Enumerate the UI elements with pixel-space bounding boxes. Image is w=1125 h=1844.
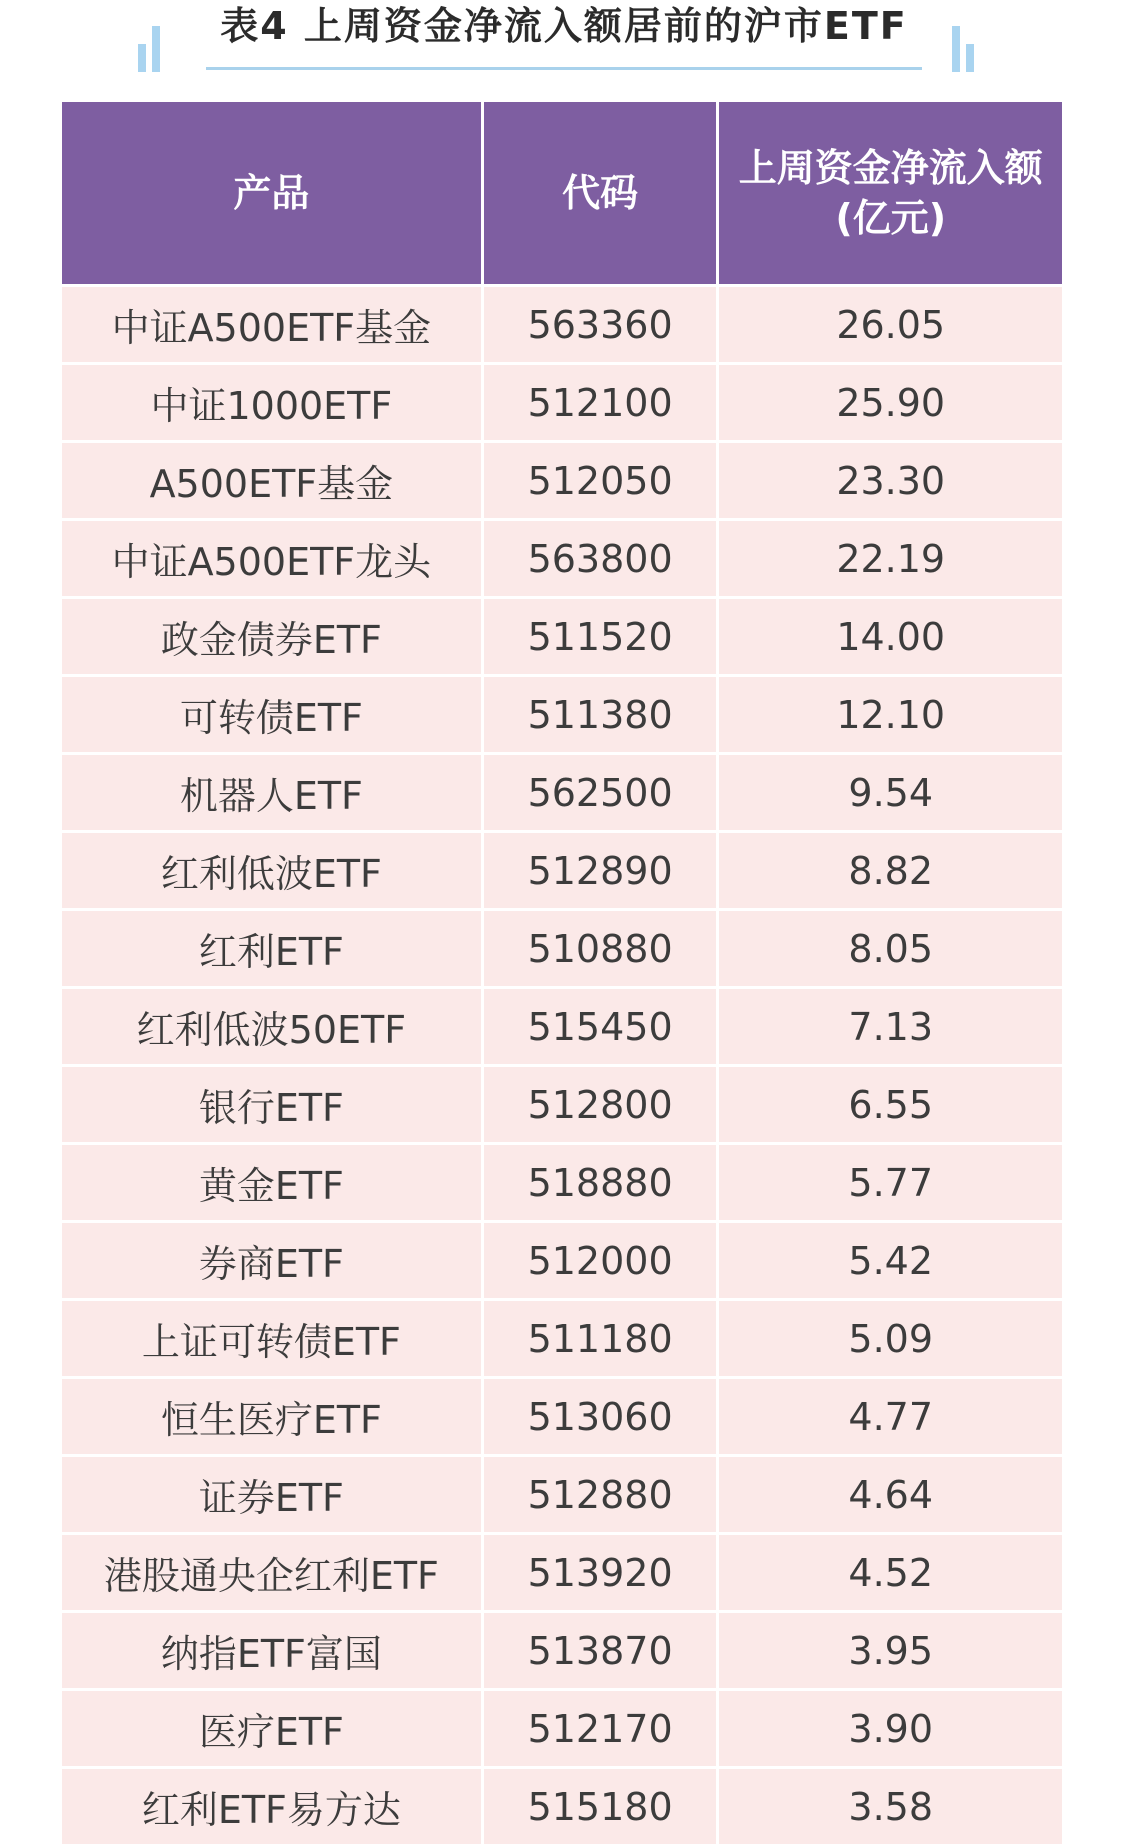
product-cell: 医疗ETF bbox=[62, 1688, 484, 1766]
table-row bbox=[62, 752, 1062, 830]
net-inflow-cell: 8.82 bbox=[719, 830, 1062, 908]
code-cell: 511520 bbox=[484, 596, 720, 674]
product-cell: 上证可转债ETF bbox=[62, 1298, 484, 1376]
table-row bbox=[62, 362, 1062, 440]
column-header-net-inflow bbox=[719, 102, 1062, 284]
code-cell: 511380 bbox=[484, 674, 720, 752]
table-row bbox=[62, 596, 1062, 674]
net-inflow-cell: 4.64 bbox=[719, 1454, 1062, 1532]
net-inflow-cell: 5.42 bbox=[719, 1220, 1062, 1298]
code-cell: 511180 bbox=[484, 1298, 720, 1376]
product-cell: 红利低波ETF bbox=[62, 830, 484, 908]
code-cell: 512880 bbox=[484, 1454, 720, 1532]
net-inflow-cell: 6.55 bbox=[719, 1064, 1062, 1142]
net-inflow-header-label: 上周资金净流入额 bbox=[738, 146, 1043, 190]
product-cell: 恒生医疗ETF bbox=[62, 1376, 484, 1454]
net-inflow-header-unit: (亿元) bbox=[835, 196, 947, 240]
product-cell: 证券ETF bbox=[62, 1454, 484, 1532]
table-body bbox=[62, 284, 1062, 1844]
product-cell: 纳指ETF富国 bbox=[62, 1610, 484, 1688]
net-inflow-cell: 5.77 bbox=[719, 1142, 1062, 1220]
net-inflow-cell: 7.13 bbox=[719, 986, 1062, 1064]
product-cell: 中证A500ETF基金 bbox=[62, 284, 484, 362]
table-row bbox=[62, 1064, 1062, 1142]
product-cell: 券商ETF bbox=[62, 1220, 484, 1298]
net-inflow-cell: 12.10 bbox=[719, 674, 1062, 752]
code-cell: 512800 bbox=[484, 1064, 720, 1142]
net-inflow-cell: 8.05 bbox=[719, 908, 1062, 986]
table-row bbox=[62, 1610, 1062, 1688]
net-inflow-cell: 3.58 bbox=[719, 1766, 1062, 1844]
code-cell: 513920 bbox=[484, 1532, 720, 1610]
table-row bbox=[62, 440, 1062, 518]
net-inflow-cell: 3.90 bbox=[719, 1688, 1062, 1766]
table-row bbox=[62, 674, 1062, 752]
table-row bbox=[62, 1688, 1062, 1766]
table-row bbox=[62, 284, 1062, 362]
code-cell: 512000 bbox=[484, 1220, 720, 1298]
table-header-area bbox=[0, 0, 1125, 90]
decorative-bars-left bbox=[138, 22, 178, 72]
net-inflow-cell: 5.09 bbox=[719, 1298, 1062, 1376]
product-cell: A500ETF基金 bbox=[62, 440, 484, 518]
product-cell: 政金债券ETF bbox=[62, 596, 484, 674]
net-inflow-cell: 4.52 bbox=[719, 1532, 1062, 1610]
table-row bbox=[62, 1454, 1062, 1532]
code-cell: 562500 bbox=[484, 752, 720, 830]
table-title: 表4 上周资金净流入额居前的沪市ETF bbox=[220, 4, 908, 48]
etf-inflow-table bbox=[62, 102, 1062, 1844]
code-cell: 515450 bbox=[484, 986, 720, 1064]
net-inflow-cell: 14.00 bbox=[719, 596, 1062, 674]
net-inflow-cell: 26.05 bbox=[719, 284, 1062, 362]
code-cell: 510880 bbox=[484, 908, 720, 986]
table-row bbox=[62, 1298, 1062, 1376]
product-cell: 红利低波50ETF bbox=[62, 986, 484, 1064]
code-cell: 513870 bbox=[484, 1610, 720, 1688]
product-cell: 可转债ETF bbox=[62, 674, 484, 752]
net-inflow-cell: 25.90 bbox=[719, 362, 1062, 440]
net-inflow-cell: 9.54 bbox=[719, 752, 1062, 830]
column-header-product: 产品 bbox=[62, 102, 484, 284]
code-cell: 512050 bbox=[484, 440, 720, 518]
table-row bbox=[62, 908, 1062, 986]
table-row bbox=[62, 986, 1062, 1064]
product-cell: 机器人ETF bbox=[62, 752, 484, 830]
table-row bbox=[62, 1142, 1062, 1220]
column-header-code: 代码 bbox=[484, 102, 720, 284]
table-row bbox=[62, 1220, 1062, 1298]
title-underline bbox=[206, 67, 922, 70]
net-inflow-cell: 23.30 bbox=[719, 440, 1062, 518]
code-cell: 513060 bbox=[484, 1376, 720, 1454]
table-row bbox=[62, 518, 1062, 596]
table-row bbox=[62, 1376, 1062, 1454]
net-inflow-cell: 4.77 bbox=[719, 1376, 1062, 1454]
product-cell: 中证A500ETF龙头 bbox=[62, 518, 484, 596]
decorative-bars-right bbox=[952, 22, 992, 72]
code-cell: 512890 bbox=[484, 830, 720, 908]
code-cell: 518880 bbox=[484, 1142, 720, 1220]
product-cell: 红利ETF bbox=[62, 908, 484, 986]
product-cell: 黄金ETF bbox=[62, 1142, 484, 1220]
code-cell: 512100 bbox=[484, 362, 720, 440]
code-cell: 512170 bbox=[484, 1688, 720, 1766]
product-cell: 银行ETF bbox=[62, 1064, 484, 1142]
code-cell: 515180 bbox=[484, 1766, 720, 1844]
product-cell: 港股通央企红利ETF bbox=[62, 1532, 484, 1610]
table-row bbox=[62, 1532, 1062, 1610]
net-inflow-cell: 22.19 bbox=[719, 518, 1062, 596]
table-row bbox=[62, 830, 1062, 908]
table-header-row bbox=[62, 102, 1062, 284]
product-cell: 红利ETF易方达 bbox=[62, 1766, 484, 1844]
table-row bbox=[62, 1766, 1062, 1844]
net-inflow-cell: 3.95 bbox=[719, 1610, 1062, 1688]
product-cell: 中证1000ETF bbox=[62, 362, 484, 440]
code-cell: 563360 bbox=[484, 284, 720, 362]
code-cell: 563800 bbox=[484, 518, 720, 596]
